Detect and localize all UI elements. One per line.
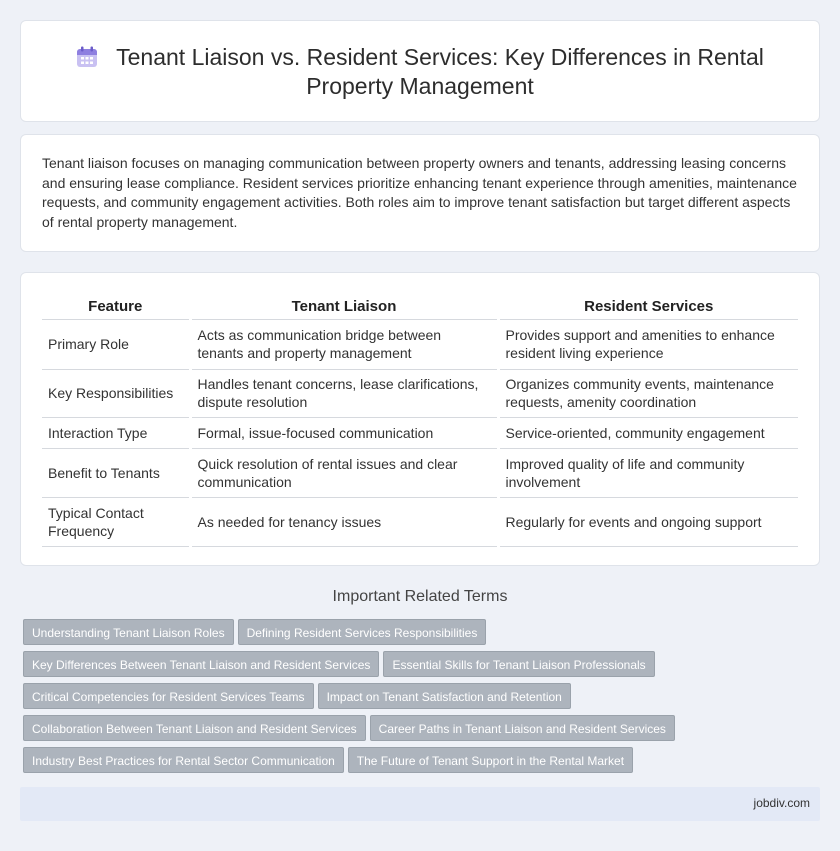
column-header-resident-services: Resident Services <box>498 295 798 319</box>
comparison-table <box>42 295 798 547</box>
related-term-tag[interactable]: Collaboration Between Tenant Liaison and Resident Services <box>23 715 366 741</box>
related-term-tag[interactable]: Industry Best Practices for Rental Sector Communication <box>23 747 344 773</box>
related-term-tag[interactable]: Critical Competencies for Resident Services Teams <box>23 683 314 709</box>
tag-row <box>23 651 823 683</box>
page-title-wrap <box>61 43 779 101</box>
related-term-tag[interactable]: Key Differences Between Tenant Liaison and Resident Services <box>23 651 379 677</box>
table-row <box>42 448 798 497</box>
related-terms-list <box>23 619 823 779</box>
tag-row <box>23 747 823 779</box>
table-row <box>42 497 798 546</box>
calendar-icon <box>76 46 98 68</box>
intro-card <box>20 134 820 252</box>
feature-cell: Primary Role <box>42 319 190 369</box>
footer-bar <box>20 787 820 821</box>
tag-row <box>23 683 823 715</box>
column-header-feature: Feature <box>42 295 190 319</box>
related-term-tag[interactable]: Understanding Tenant Liaison Roles <box>23 619 234 645</box>
column-header-tenant-liaison: Tenant Liaison <box>190 295 498 319</box>
resident-services-cell: Regularly for events and ongoing support <box>498 497 798 546</box>
tag-row <box>23 619 823 651</box>
related-term-tag[interactable]: Defining Resident Services Responsibilities <box>238 619 487 645</box>
table-row <box>42 417 798 448</box>
tag-row <box>23 715 823 747</box>
feature-cell: Typical Contact Frequency <box>42 497 190 546</box>
feature-cell: Interaction Type <box>42 417 190 448</box>
feature-cell: Benefit to Tenants <box>42 448 190 497</box>
footer-site-link[interactable]: jobdiv.com <box>753 796 810 810</box>
intro-paragraph: Tenant liaison focuses on managing communication between property owners and tenants, addressing leasing concerns and ensuring lease compliance. Resident services prioritize enhancing tenant experience through amenities, maintenance requests, and community engagement activities. Both roles aim to improve tenant satisfaction but target different aspects of rental property management. <box>42 155 797 230</box>
page-title: Tenant Liaison vs. Resident Services: Key Differences in Rental Property Management <box>116 44 764 99</box>
comparison-card <box>20 272 820 566</box>
tenant-liaison-cell: Acts as communication bridge between tenants and property management <box>190 319 498 369</box>
table-row <box>42 369 798 417</box>
resident-services-cell: Improved quality of life and community involvement <box>498 448 798 497</box>
tenant-liaison-cell: Quick resolution of rental issues and clear communication <box>190 448 498 497</box>
title-card <box>20 20 820 122</box>
tenant-liaison-cell: As needed for tenancy issues <box>190 497 498 546</box>
related-term-tag[interactable]: Impact on Tenant Satisfaction and Retention <box>318 683 571 709</box>
table-row <box>42 319 798 369</box>
resident-services-cell: Provides support and amenities to enhance resident living experience <box>498 319 798 369</box>
related-term-tag[interactable]: Essential Skills for Tenant Liaison Professionals <box>383 651 654 677</box>
tenant-liaison-cell: Formal, issue-focused communication <box>190 417 498 448</box>
resident-services-cell: Organizes community events, maintenance requests, amenity coordination <box>498 369 798 417</box>
feature-cell: Key Responsibilities <box>42 369 190 417</box>
related-terms-heading: Important Related Terms <box>332 588 508 605</box>
related-term-tag[interactable]: Career Paths in Tenant Liaison and Resident Services <box>370 715 675 741</box>
tenant-liaison-cell: Handles tenant concerns, lease clarifications, dispute resolution <box>190 369 498 417</box>
resident-services-cell: Service-oriented, community engagement <box>498 417 798 448</box>
table-header-row <box>42 295 798 319</box>
related-term-tag[interactable]: The Future of Tenant Support in the Rental Market <box>348 747 633 773</box>
